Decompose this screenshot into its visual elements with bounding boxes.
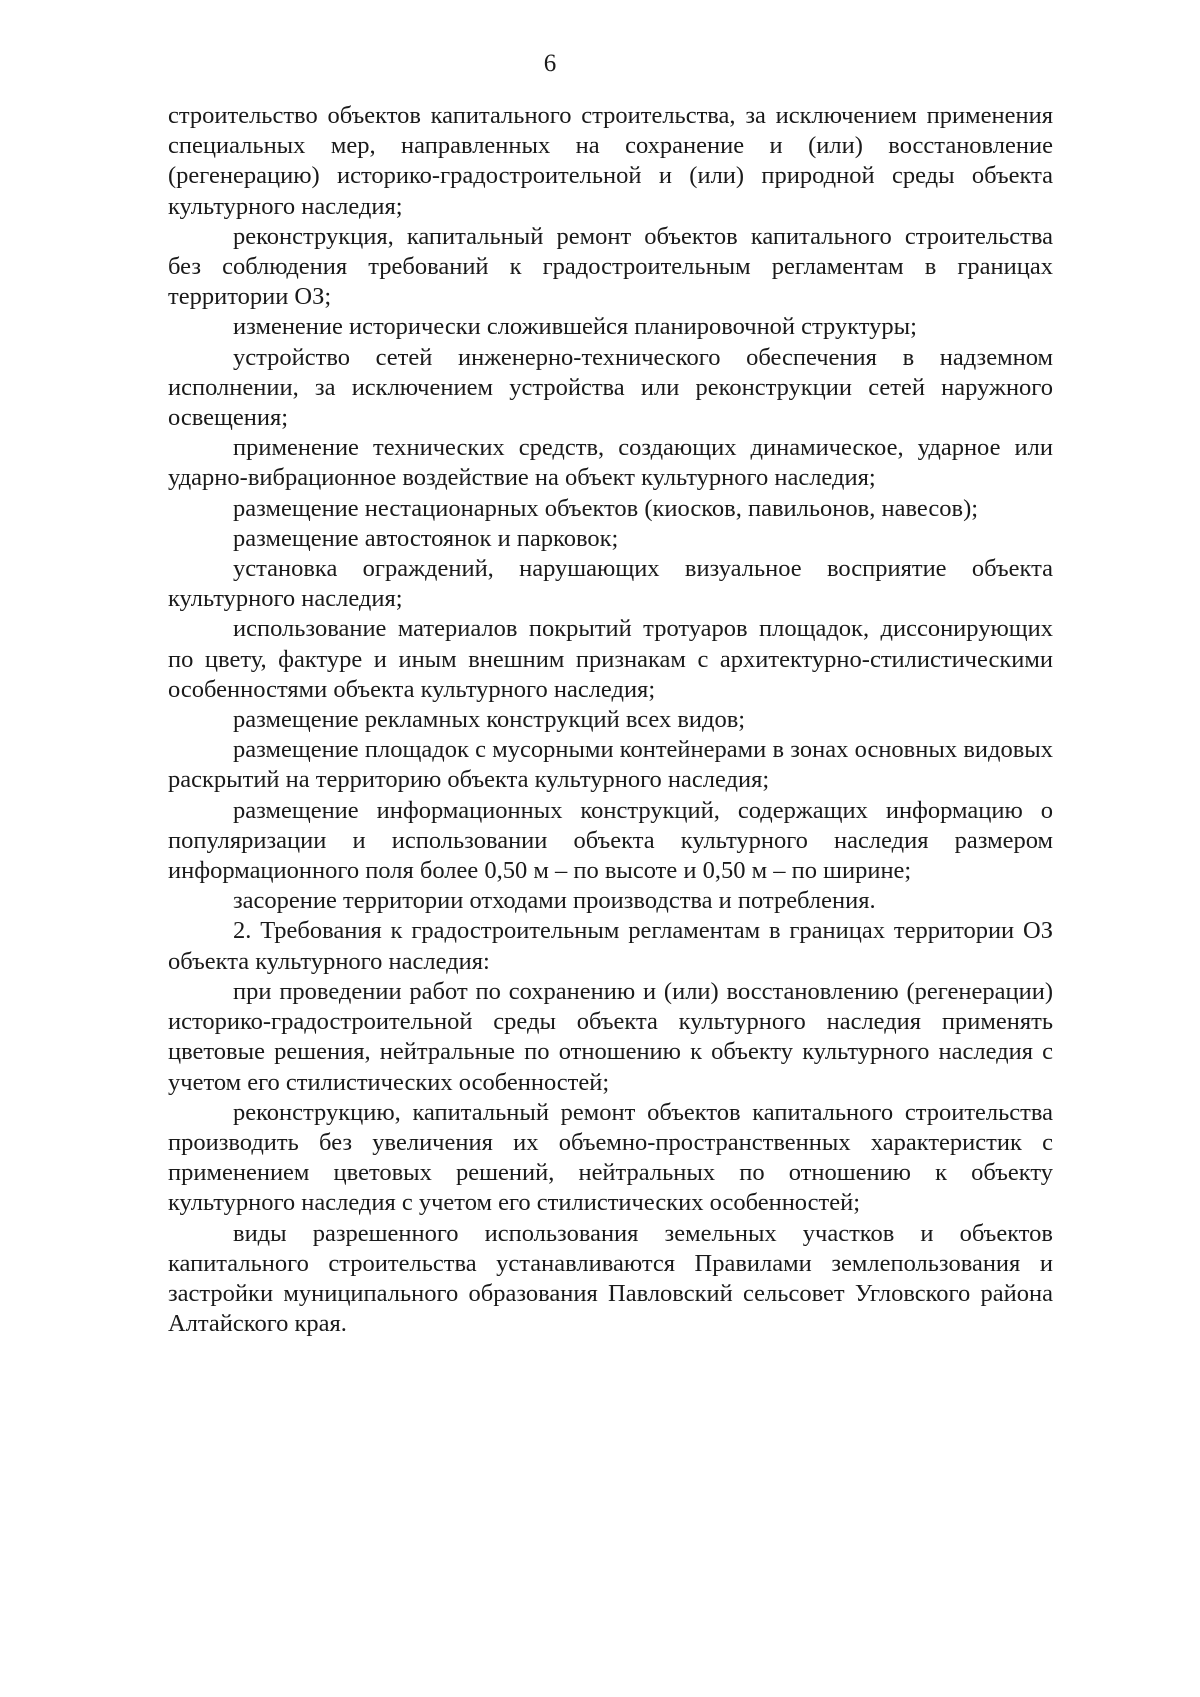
paragraph: реконструкцию, капитальный ремонт объектов капитального строительства производить без увеличения их объемно-пространственных характеристик с применением цветовых решений, нейтральных по отношению к объекту культурного наследия с учетом его стилистических особенностей;	[168, 1098, 1053, 1217]
paragraph: устройство сетей инженерно-технического обеспечения в надземном исполнении, за исключением устройства или реконструкции сетей наружного освещения;	[168, 343, 1053, 432]
paragraph: строительство объектов капитального строительства, за исключением применения специальных мер, направленных на сохранение и (или) восстановление (регенерацию) историко-градостроительной и (или) природной среды объекта культурного наследия;	[168, 102, 1053, 220]
paragraph: использование материалов покрытий тротуаров площадок, диссонирующих по цвету, фактуре и иным внешним признакам с архитектурно-стилистическими особенностями объекта культурного наследия;	[168, 615, 1053, 703]
paragraph: размещение рекламных конструкций всех видов;	[233, 706, 746, 734]
paragraph: виды разрешенного использования земельных участков и объектов капитального строительства устанавливаются Правилами землепользования и застройки муниципального образования Павловский сельсовет Угловского района Алтайского края.	[168, 1219, 1053, 1338]
page-number: 6	[543, 50, 557, 77]
paragraph: размещение нестационарных объектов (киосков, павильонов, навесов);	[233, 494, 979, 522]
paragraph: засорение территории отходами производства и потребления.	[233, 887, 876, 915]
paragraph: размещение площадок с мусорными контейнерами в зонах основных видовых раскрытий на территорию объекта культурного наследия;	[168, 736, 1053, 794]
paragraph: реконструкция, капитальный ремонт объектов капитального строительства без соблюдения требований к градостроительным регламентам в границах территории ОЗ;	[168, 222, 1053, 311]
document-body	[168, 101, 1053, 1339]
paragraph: изменение исторически сложившейся планировочной структуры;	[233, 313, 917, 341]
paragraph: размещение информационных конструкций, содержащих информацию о популяризации и использовании объекта культурного наследия размером информационного поля более 0,50 м – по высоте и 0,50 м – по ширине;	[168, 796, 1053, 885]
paragraph: размещение автостоянок и парковок;	[233, 524, 619, 552]
paragraph: применение технических средств, создающих динамическое, ударное или ударно-вибрационное воздействие на объект культурного наследия;	[168, 434, 1053, 492]
paragraph: при проведении работ по сохранению и (или) восстановлению (регенерации) историко-градостроительной среды объекта культурного наследия применять цветовые решения, нейтральные по отношению к объекту культурного наследия с учетом его стилистических особенностей;	[168, 977, 1053, 1096]
paragraph: установка ограждений, нарушающих визуальное восприятие объекта культурного наследия;	[168, 555, 1053, 613]
paragraph: 2. Требования к градостроительным регламентам в границах территории ОЗ объекта культурного наследия:	[168, 917, 1053, 975]
